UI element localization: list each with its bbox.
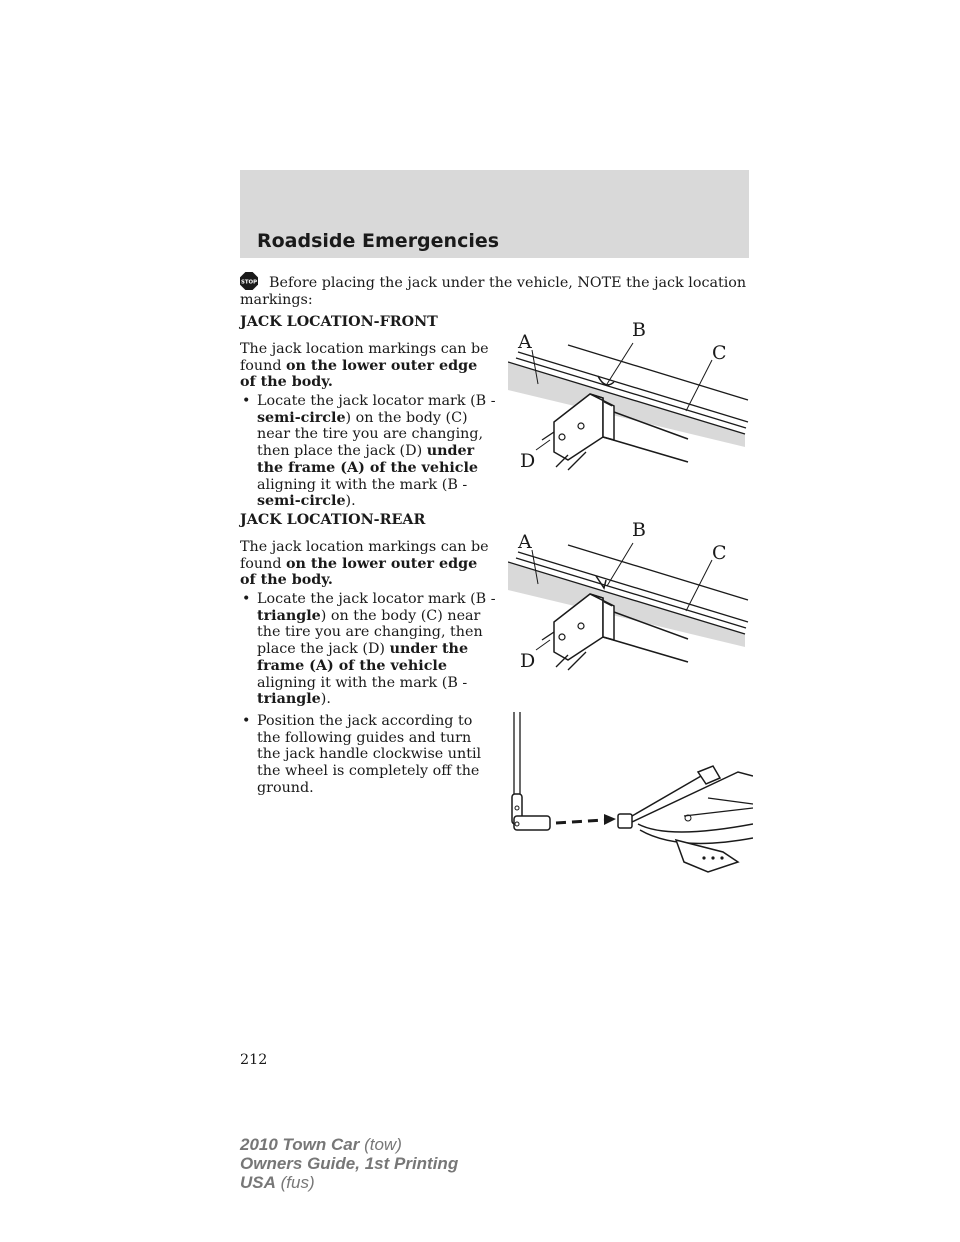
rear-bullet-text-1: Locate the jack locator mark (B - (257, 591, 496, 607)
front-jack-figure (508, 312, 753, 487)
position-bullet (240, 713, 498, 797)
rear-bullet (240, 591, 498, 708)
front-label-a: A (518, 331, 532, 353)
front-bullet-bold-shape-2: semi-circle (257, 493, 346, 510)
front-bullet (240, 393, 498, 510)
svg-text:STOP: STOP (240, 279, 258, 286)
rear-label-d: D (520, 650, 536, 672)
rear-bullet-bold-shape-2: triangle (257, 691, 321, 708)
jack-handle-figure (508, 712, 753, 887)
rear-jack-figure (508, 512, 753, 687)
section-header-band (240, 170, 749, 258)
front-intro-text: The jack location markings can be found (240, 341, 489, 374)
rear-label-c: C (712, 542, 727, 564)
rear-intro (240, 539, 495, 589)
rear-intro-bold: on the lower outer edge of the body. (240, 555, 478, 589)
front-bullet-bold-frame: under the frame (A) of the vehicle (257, 443, 479, 476)
rear-label-b: B (632, 519, 646, 541)
front-bullet-text-2: ) on the body (C) near the tire you are changing, then place the jack (D) (257, 409, 484, 460)
footer-model: 2010 Town Car (240, 1135, 360, 1154)
stop-icon (240, 272, 258, 290)
front-label-b: B (632, 319, 646, 341)
front-heading: JACK LOCATION-FRONT (240, 314, 438, 330)
footer-market-code: (fus) (280, 1173, 315, 1192)
front-label-c: C (712, 342, 727, 364)
front-bullet-text-3: aligning it with the mark (B - (257, 476, 468, 493)
rear-label-a: A (518, 531, 532, 553)
bullet-dot: • (242, 713, 251, 729)
front-label-d: D (520, 450, 536, 472)
front-bullet-text-4: ). (345, 493, 356, 510)
rear-bullet-bold-shape: triangle (257, 607, 321, 624)
document-footer (240, 1135, 458, 1192)
rear-bullet-text-3: aligning it with the mark (B - (257, 674, 468, 691)
front-intro (240, 341, 495, 391)
position-bullet-text: Position the jack according to the following guides and turn the jack handle clockwise until the wheel is completely off the ground. (257, 713, 482, 796)
bullet-dot: • (242, 591, 251, 607)
rear-bullet-bold-frame: under the frame (A) of the vehicle (257, 641, 469, 674)
footer-model-code: (tow) (364, 1135, 402, 1154)
front-bullet-text-1: Locate the jack locator mark (B - (257, 393, 496, 409)
section-title: Roadside Emergencies (257, 230, 500, 252)
footer-edition: Owners Guide, 1st Printing (240, 1154, 459, 1173)
rear-heading: JACK LOCATION-REAR (240, 512, 426, 528)
rear-bullet-text-2: ) on the body (C) near the tire you are changing, then place the jack (D) (257, 607, 483, 658)
rear-intro-text: The jack location markings can be found (240, 539, 489, 572)
bullet-dot: • (242, 393, 251, 409)
rear-bullet-text-4: ). (320, 691, 331, 708)
page-number: 212 (240, 1052, 268, 1068)
front-bullet-bold-shape: semi-circle (257, 409, 346, 426)
front-intro-bold: on the lower outer edge of the body. (240, 357, 478, 391)
stop-note-text: Before placing the jack under the vehicle, NOTE the jack location markings: (240, 275, 747, 308)
footer-market: USA (240, 1173, 276, 1192)
stop-note (240, 272, 750, 308)
